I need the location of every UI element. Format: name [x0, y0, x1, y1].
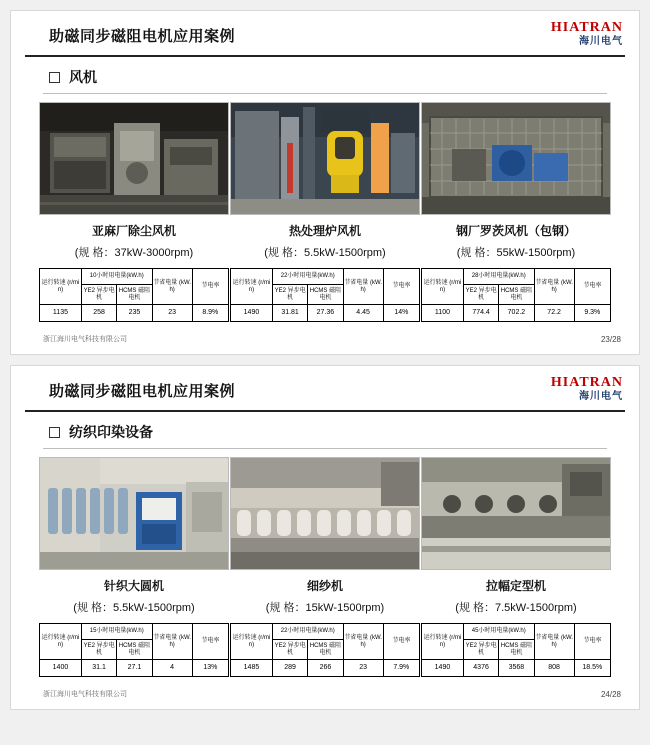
case-card — [230, 457, 420, 677]
logo-text-en: HIATRAN — [550, 20, 623, 35]
slide-23 — [10, 10, 640, 355]
cell-ye2: 31.1 — [81, 660, 116, 677]
photo-roots-blower — [421, 102, 611, 215]
cell-ye2: 289 — [272, 660, 307, 677]
cell-save: 808 — [534, 660, 574, 677]
divider — [43, 93, 607, 94]
th-speed: 运行转速 (r/min) — [40, 269, 82, 305]
th-speed: 运行转速 (r/min) — [422, 624, 464, 660]
th-rate: 节电率 — [383, 269, 419, 305]
case-spec: (规 格：37kW-3000rpm) — [74, 247, 194, 259]
cell-rate: 18.5% — [574, 660, 610, 677]
th-group: 10小时用电量(kW.h) — [81, 269, 152, 285]
th-ye2: YE2 异步电机 — [81, 640, 116, 660]
data-table — [39, 268, 229, 322]
table-row — [40, 660, 229, 677]
case-card — [39, 457, 229, 677]
th-rate: 节电率 — [192, 269, 228, 305]
th-group: 28小时用电量(kW.h) — [463, 269, 534, 285]
cell-rate: 8.9% — [192, 305, 228, 322]
cell-hcms: 27.1 — [117, 660, 152, 677]
case-name: 细纱机 — [306, 579, 343, 593]
photo-dust-fan — [39, 102, 229, 215]
logo-text-en: HIATRAN — [550, 375, 623, 390]
case-name: 针织大圆机 — [103, 579, 164, 593]
case-name: 拉幅定型机 — [485, 579, 546, 593]
th-save: 节省电量 (kW.h) — [152, 624, 192, 660]
cell-save: 23 — [152, 305, 192, 322]
bullet-square-icon — [49, 72, 60, 83]
cell-ye2: 258 — [81, 305, 116, 322]
page-number: 24/28 — [600, 690, 621, 699]
th-rate: 节电率 — [192, 624, 228, 660]
th-save: 节省电量 (kW.h) — [152, 269, 192, 305]
footer-company: 浙江海川电气科技有限公司 — [43, 691, 127, 698]
th-speed: 运行转速 (r/min) — [40, 624, 82, 660]
slide-24 — [10, 365, 640, 710]
cell-ye2: 774.4 — [463, 305, 498, 322]
case-name: 钢厂罗茨风机（包钢） — [455, 224, 576, 238]
th-ye2: YE2 异步电机 — [81, 285, 116, 305]
th-speed: 运行转速 (r/min) — [231, 624, 273, 660]
case-name: 亚麻厂除尘风机 — [91, 224, 176, 238]
cell-speed: 1485 — [231, 660, 273, 677]
th-hcms: HCMS 磁阻电机 — [117, 640, 152, 660]
th-group: 22小时用电量(kW.h) — [272, 269, 343, 285]
data-table — [230, 268, 420, 322]
photo-circular-knitting — [39, 457, 229, 570]
cell-speed: 1490 — [422, 660, 464, 677]
data-table — [39, 623, 229, 677]
divider — [43, 448, 607, 449]
case-card — [39, 102, 229, 322]
case-spec: (规 格：5.5kW-1500rpm) — [264, 247, 386, 259]
table-row — [422, 660, 611, 677]
th-hcms: HCMS 磁阻电机 — [117, 285, 152, 305]
th-rate: 节电率 — [383, 624, 419, 660]
th-hcms: HCMS 磁阻电机 — [499, 640, 534, 660]
th-group: 22小时用电量(kW.h) — [272, 624, 343, 640]
case-spec: (规 格：15kW-1500rpm) — [265, 602, 385, 614]
card-row — [25, 457, 625, 677]
cell-ye2: 4376 — [463, 660, 498, 677]
th-save: 节省电量 (kW.h) — [343, 269, 383, 305]
logo-text-cn: 海川电气 — [579, 36, 623, 47]
cell-rate: 7.9% — [383, 660, 419, 677]
th-ye2: YE2 异步电机 — [272, 640, 307, 660]
table-row — [231, 305, 420, 322]
cell-save: 72.2 — [534, 305, 574, 322]
cell-speed: 1400 — [40, 660, 82, 677]
cell-speed: 1100 — [422, 305, 464, 322]
cell-save: 4 — [152, 660, 192, 677]
th-group: 45小时用电量(kW.h) — [463, 624, 534, 640]
case-name: 热处理炉风机 — [288, 224, 361, 238]
th-save: 节省电量 (kW.h) — [343, 624, 383, 660]
section-label: 风机 — [69, 69, 97, 85]
th-ye2: YE2 异步电机 — [463, 640, 498, 660]
cell-speed: 1135 — [40, 305, 82, 322]
logo-text-cn: 海川电气 — [579, 391, 623, 402]
table-row — [231, 660, 420, 677]
case-card — [230, 102, 420, 322]
section-heading — [25, 67, 625, 87]
case-spec: (规 格：7.5kW-1500rpm) — [455, 602, 577, 614]
cell-save: 4.45 — [343, 305, 383, 322]
case-spec: (规 格：5.5kW-1500rpm) — [73, 602, 195, 614]
card-row — [25, 102, 625, 322]
data-table — [230, 623, 420, 677]
table-row — [40, 305, 229, 322]
page-title: 助磁同步磁阻电机应用案例 — [49, 28, 236, 45]
th-ye2: YE2 异步电机 — [463, 285, 498, 305]
th-speed: 运行转速 (r/min) — [422, 269, 464, 305]
th-speed: 运行转速 (r/min) — [231, 269, 273, 305]
case-card — [421, 457, 611, 677]
cell-hcms: 3568 — [499, 660, 534, 677]
company-logo — [551, 376, 623, 402]
th-rate: 节电率 — [574, 269, 610, 305]
company-logo — [551, 21, 623, 47]
th-group: 15小时用电量(kW.h) — [81, 624, 152, 640]
th-rate: 节电率 — [574, 624, 610, 660]
cell-rate: 9.3% — [574, 305, 610, 322]
cell-hcms: 235 — [117, 305, 152, 322]
cell-speed: 1490 — [231, 305, 273, 322]
case-spec: (规 格：55kW-1500rpm) — [456, 247, 576, 259]
cell-rate: 13% — [192, 660, 228, 677]
cell-hcms: 27.36 — [308, 305, 343, 322]
photo-stenter-setting-machine — [421, 457, 611, 570]
data-table — [421, 623, 611, 677]
page-number: 23/28 — [600, 335, 621, 344]
th-save: 节省电量 (kW.h) — [534, 269, 574, 305]
cell-ye2: 31.81 — [272, 305, 307, 322]
cell-rate: 14% — [383, 305, 419, 322]
photo-spinning-frame — [230, 457, 420, 570]
th-save: 节省电量 (kW.h) — [534, 624, 574, 660]
footer-company: 浙江海川电气科技有限公司 — [43, 336, 127, 343]
table-row — [422, 305, 611, 322]
cell-save: 23 — [343, 660, 383, 677]
cell-hcms: 702.2 — [499, 305, 534, 322]
bullet-square-icon — [49, 427, 60, 438]
th-ye2: YE2 异步电机 — [272, 285, 307, 305]
data-table — [421, 268, 611, 322]
th-hcms: HCMS 磁阻电机 — [499, 285, 534, 305]
cell-hcms: 266 — [308, 660, 343, 677]
section-heading — [25, 422, 625, 442]
photo-furnace-fan — [230, 102, 420, 215]
page-title: 助磁同步磁阻电机应用案例 — [49, 383, 236, 400]
th-hcms: HCMS 磁阻电机 — [308, 285, 343, 305]
case-card — [421, 102, 611, 322]
th-hcms: HCMS 磁阻电机 — [308, 640, 343, 660]
section-label: 纺织印染设备 — [69, 424, 153, 440]
title-bar — [25, 21, 625, 57]
title-bar — [25, 376, 625, 412]
